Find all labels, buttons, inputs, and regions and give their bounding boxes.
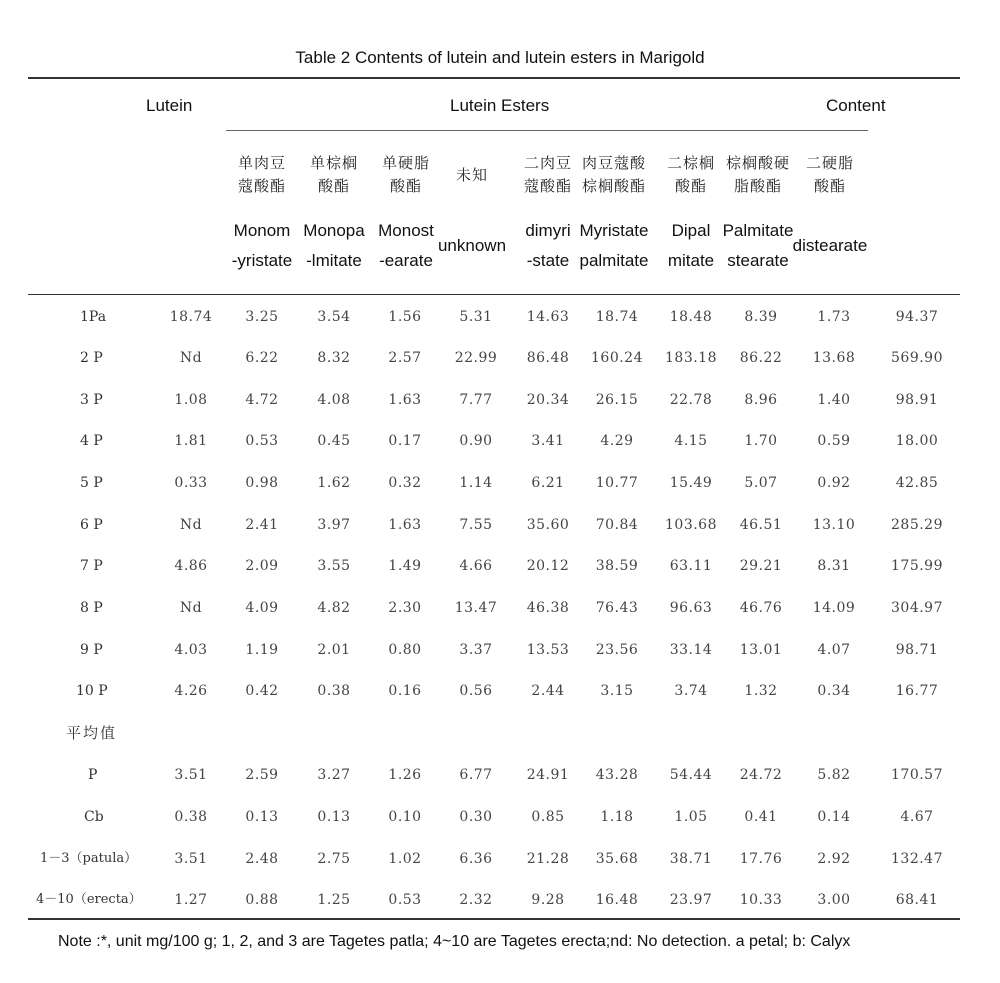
table-row bbox=[0, 511, 1000, 539]
col-header-en: distearate bbox=[792, 236, 868, 255]
group-header-content: Content bbox=[826, 96, 886, 115]
table-cell: 1.18 bbox=[600, 809, 634, 825]
table-cell: 103.68 bbox=[665, 517, 717, 533]
table-cell: 0.56 bbox=[459, 683, 493, 699]
header-rule bbox=[28, 294, 960, 295]
table-cell: 14.09 bbox=[812, 600, 856, 616]
table-cell: 2.92 bbox=[817, 851, 851, 867]
table-cell: 4.29 bbox=[600, 433, 634, 449]
table-cell: 3.51 bbox=[174, 851, 208, 867]
table-cell: 285.29 bbox=[891, 517, 943, 533]
table-cell: 1.27 bbox=[174, 892, 208, 908]
table-cell: 96.63 bbox=[669, 600, 713, 616]
row-label: 10 P bbox=[76, 683, 108, 699]
table-cell: 2.75 bbox=[317, 851, 351, 867]
table-cell: 35.68 bbox=[595, 851, 639, 867]
table-row bbox=[0, 636, 1000, 664]
table-cell: 0.41 bbox=[744, 809, 778, 825]
table-cell: 1.62 bbox=[317, 475, 351, 491]
table-cell: 0.38 bbox=[174, 809, 208, 825]
table-title: Table 2 Contents of lutein and lutein esters in Marigold bbox=[295, 48, 705, 67]
table-cell: 0.38 bbox=[317, 683, 351, 699]
table-cell: 98.91 bbox=[895, 392, 939, 408]
col-header-monomyristate bbox=[224, 152, 300, 276]
table-row bbox=[0, 427, 1000, 455]
table-cell: 94.37 bbox=[895, 309, 939, 325]
table-cell: 3.25 bbox=[245, 309, 279, 325]
table-cell: 18.00 bbox=[895, 433, 939, 449]
table-cell: 0.85 bbox=[531, 809, 565, 825]
table-cell: 6.36 bbox=[459, 851, 493, 867]
table-cell: 183.18 bbox=[665, 350, 717, 366]
table-cell: 1.49 bbox=[388, 558, 422, 574]
table-cell: 1.40 bbox=[817, 392, 851, 408]
col-header-cn: 二肉豆 蔻酸酯 bbox=[523, 154, 572, 195]
table-cell: 3.00 bbox=[817, 892, 851, 908]
table-cell: 68.41 bbox=[895, 892, 939, 908]
table-cell: 29.21 bbox=[739, 558, 783, 574]
table-cell: Nd bbox=[179, 350, 203, 366]
col-header-en: dimyri -state bbox=[525, 221, 571, 270]
table-row bbox=[0, 303, 1000, 331]
table-cell: 0.80 bbox=[388, 642, 422, 658]
table-cell: 1.05 bbox=[674, 809, 708, 825]
table-cell: 22.78 bbox=[669, 392, 713, 408]
table-cell: 3.37 bbox=[459, 642, 493, 658]
table-cell: 22.99 bbox=[454, 350, 498, 366]
table-row bbox=[0, 469, 1000, 497]
table-cell: 1.32 bbox=[744, 683, 778, 699]
group-header-lutein: Lutein bbox=[146, 96, 193, 115]
table-cell: 23.56 bbox=[595, 642, 639, 658]
table-row bbox=[0, 552, 1000, 580]
table-cell: 0.13 bbox=[317, 809, 351, 825]
row-label: 8 P bbox=[80, 600, 103, 616]
table-cell: 21.28 bbox=[526, 851, 570, 867]
col-header-myristate-palmitate bbox=[572, 152, 656, 276]
table-cell: 2.57 bbox=[388, 350, 422, 366]
col-header-cn: 二棕榈 酸酯 bbox=[666, 154, 715, 195]
table-cell: 3.51 bbox=[174, 767, 208, 783]
table-cell: 0.14 bbox=[817, 809, 851, 825]
table-cell: 38.71 bbox=[669, 851, 713, 867]
table-cell: 10.77 bbox=[595, 475, 639, 491]
table-cell: 0.10 bbox=[388, 809, 422, 825]
table-row bbox=[0, 594, 1000, 622]
table-cell: 46.38 bbox=[526, 600, 570, 616]
table-cell: 8.32 bbox=[317, 350, 351, 366]
col-header-distearate bbox=[787, 152, 873, 261]
col-header-cn: 单棕榈 酸酯 bbox=[309, 154, 358, 195]
table-cell: 4.03 bbox=[174, 642, 208, 658]
table-cell: 13.47 bbox=[454, 600, 498, 616]
table-cell: 3.97 bbox=[317, 517, 351, 533]
average-row bbox=[0, 845, 1000, 873]
table-cell: 6.77 bbox=[459, 767, 493, 783]
table-cell: 132.47 bbox=[891, 851, 943, 867]
table-cell: 3.41 bbox=[531, 433, 565, 449]
col-header-cn: 单硬脂 酸酯 bbox=[381, 154, 430, 195]
table-cell: 2.09 bbox=[245, 558, 279, 574]
table-cell: 13.10 bbox=[812, 517, 856, 533]
table-cell: 3.74 bbox=[674, 683, 708, 699]
table-cell: 20.34 bbox=[526, 392, 570, 408]
table-cell: 13.53 bbox=[526, 642, 570, 658]
row-label: 7 P bbox=[80, 558, 103, 574]
table-cell: 1.70 bbox=[744, 433, 778, 449]
table-cell: 4.07 bbox=[817, 642, 851, 658]
table-cell: 0.33 bbox=[174, 475, 208, 491]
table-cell: 38.59 bbox=[595, 558, 639, 574]
row-label: 6 P bbox=[80, 517, 103, 533]
table-cell: 63.11 bbox=[669, 558, 713, 574]
table-cell: Nd bbox=[179, 517, 203, 533]
table-cell: 304.97 bbox=[891, 600, 943, 616]
average-row bbox=[0, 803, 1000, 831]
table-cell: 8.39 bbox=[744, 309, 778, 325]
table-cell: 1.25 bbox=[317, 892, 351, 908]
row-label: P bbox=[88, 767, 98, 783]
table-cell: 76.43 bbox=[595, 600, 639, 616]
col-header-en: Monost -earate bbox=[378, 221, 434, 270]
table-cell: 4.15 bbox=[674, 433, 708, 449]
average-row bbox=[0, 761, 1000, 789]
row-label: Cb bbox=[84, 809, 104, 825]
table-note: Note :*, unit mg/100 g; 1, 2, and 3 are Tagetes patla; 4~10 are Tagetes erecta;nd: No detection. a petal; b: Calyx bbox=[58, 933, 851, 950]
col-header-cn: 棕榈酸硬 脂酸酯 bbox=[725, 154, 790, 195]
table-cell: 33.14 bbox=[669, 642, 713, 658]
table-cell: 5.31 bbox=[459, 309, 493, 325]
table-cell: 17.76 bbox=[739, 851, 783, 867]
table-cell: 0.34 bbox=[817, 683, 851, 699]
table-cell: 1.63 bbox=[388, 392, 422, 408]
table-cell: 70.84 bbox=[595, 517, 639, 533]
table-cell: 2.59 bbox=[245, 767, 279, 783]
table-cell: 1.73 bbox=[817, 309, 851, 325]
table-cell: 0.53 bbox=[388, 892, 422, 908]
bottom-rule bbox=[28, 918, 960, 920]
row-label: 4－10（erecta） bbox=[36, 892, 142, 907]
table-cell: 1.02 bbox=[388, 851, 422, 867]
table-cell: 8.31 bbox=[817, 558, 851, 574]
row-label: 1－3（patula） bbox=[40, 851, 138, 866]
table-cell: 0.32 bbox=[388, 475, 422, 491]
table-cell: 18.48 bbox=[669, 309, 713, 325]
average-row bbox=[0, 886, 1000, 914]
col-header-en: Myristate palmitate bbox=[579, 221, 649, 270]
col-header-en: unknown bbox=[437, 236, 507, 255]
table-cell: 24.72 bbox=[739, 767, 783, 783]
table-cell: 0.42 bbox=[245, 683, 279, 699]
table-cell: 2.01 bbox=[317, 642, 351, 658]
table-cell: 0.90 bbox=[459, 433, 493, 449]
table-row bbox=[0, 386, 1000, 414]
table-cell: 13.68 bbox=[812, 350, 856, 366]
col-header-en: Dipal mitate bbox=[667, 221, 715, 270]
table-cell: 0.16 bbox=[388, 683, 422, 699]
table-cell: 9.28 bbox=[531, 892, 565, 908]
table-cell: 4.82 bbox=[317, 600, 351, 616]
col-header-cn: 未知 bbox=[455, 166, 488, 184]
table-cell: 46.76 bbox=[739, 600, 783, 616]
row-label: 3 P bbox=[80, 392, 103, 408]
group-underline bbox=[226, 130, 868, 131]
table-cell: 0.53 bbox=[245, 433, 279, 449]
table-cell: 0.59 bbox=[817, 433, 851, 449]
row-label: 5 P bbox=[80, 475, 103, 491]
table-cell: 7.55 bbox=[459, 517, 493, 533]
table-cell: 86.22 bbox=[739, 350, 783, 366]
table-cell: 14.63 bbox=[526, 309, 570, 325]
table-cell: 1.26 bbox=[388, 767, 422, 783]
col-header-cn: 单肉豆 蔻酸酯 bbox=[237, 154, 286, 195]
table-cell: 0.13 bbox=[245, 809, 279, 825]
table-cell: 6.21 bbox=[531, 475, 565, 491]
table-cell: 4.08 bbox=[317, 392, 351, 408]
group-header-lutein-esters: Lutein Esters bbox=[450, 96, 550, 115]
col-header-en: Monopa -lmitate bbox=[303, 221, 365, 270]
table-cell: 0.30 bbox=[459, 809, 493, 825]
table-cell: 0.92 bbox=[817, 475, 851, 491]
col-header-cn: 二硬脂 酸酯 bbox=[805, 154, 854, 195]
table-cell: 1.56 bbox=[388, 309, 422, 325]
table-cell: 1.81 bbox=[174, 433, 208, 449]
table-cell: 3.15 bbox=[600, 683, 634, 699]
table-cell: 54.44 bbox=[669, 767, 713, 783]
table-cell: 20.12 bbox=[526, 558, 570, 574]
table-cell: 175.99 bbox=[891, 558, 943, 574]
table-cell: 4.26 bbox=[174, 683, 208, 699]
table-cell: 16.48 bbox=[595, 892, 639, 908]
table-cell: 43.28 bbox=[595, 767, 639, 783]
table-cell: 23.97 bbox=[669, 892, 713, 908]
table-cell: 18.74 bbox=[169, 309, 213, 325]
table-cell: 2.41 bbox=[245, 517, 279, 533]
table-cell: 4.67 bbox=[900, 809, 934, 825]
table-cell: 98.71 bbox=[895, 642, 939, 658]
table-cell: 35.60 bbox=[526, 517, 570, 533]
table-cell: 86.48 bbox=[526, 350, 570, 366]
average-label: 平均值 bbox=[66, 724, 118, 742]
table-cell: 0.98 bbox=[245, 475, 279, 491]
table-cell: 5.82 bbox=[817, 767, 851, 783]
table-row bbox=[0, 677, 1000, 705]
table-cell: 170.57 bbox=[891, 767, 943, 783]
table-cell: 2.44 bbox=[531, 683, 565, 699]
table-cell: 160.24 bbox=[591, 350, 643, 366]
table-cell: 5.07 bbox=[744, 475, 778, 491]
row-label: 1Pa bbox=[80, 309, 107, 325]
table-cell: 15.49 bbox=[669, 475, 713, 491]
table-cell: 1.19 bbox=[245, 642, 279, 658]
table-cell: 2.32 bbox=[459, 892, 493, 908]
table-cell: 4.86 bbox=[174, 558, 208, 574]
table-cell: 6.22 bbox=[245, 350, 279, 366]
col-header-unknown bbox=[429, 152, 515, 261]
col-header-en: Palmitate stearate bbox=[722, 221, 794, 270]
table-cell: 13.01 bbox=[739, 642, 783, 658]
row-label: 9 P bbox=[80, 642, 103, 658]
table-cell: 3.27 bbox=[317, 767, 351, 783]
table-row bbox=[0, 344, 1000, 372]
table-cell: 0.17 bbox=[388, 433, 422, 449]
table-cell: 26.15 bbox=[595, 392, 639, 408]
table-cell: 42.85 bbox=[895, 475, 939, 491]
table-cell: 2.48 bbox=[245, 851, 279, 867]
top-rule bbox=[28, 77, 960, 79]
table-cell: 569.90 bbox=[891, 350, 943, 366]
table-cell: 46.51 bbox=[739, 517, 783, 533]
table-cell: 1.63 bbox=[388, 517, 422, 533]
col-header-en: Monom -yristate bbox=[231, 221, 293, 270]
table-cell: 24.91 bbox=[526, 767, 570, 783]
table-cell: 1.14 bbox=[459, 475, 493, 491]
table-cell: 3.55 bbox=[317, 558, 351, 574]
table-cell: 4.09 bbox=[245, 600, 279, 616]
table-cell: 2.30 bbox=[388, 600, 422, 616]
row-label: 2 P bbox=[80, 350, 103, 366]
table-cell: 18.74 bbox=[595, 309, 639, 325]
table-cell: 0.45 bbox=[317, 433, 351, 449]
table-cell: 3.54 bbox=[317, 309, 351, 325]
table-cell: 7.77 bbox=[459, 392, 493, 408]
row-label: 4 P bbox=[80, 433, 103, 449]
table-cell: 1.08 bbox=[174, 392, 208, 408]
table-cell: Nd bbox=[179, 600, 203, 616]
table-cell: 16.77 bbox=[895, 683, 939, 699]
table-cell: 4.72 bbox=[245, 392, 279, 408]
table-cell: 8.96 bbox=[744, 392, 778, 408]
col-header-cn: 肉豆蔻酸 棕榈酸酯 bbox=[581, 154, 646, 195]
col-header-monopalmitate bbox=[296, 152, 372, 276]
table-cell: 0.88 bbox=[245, 892, 279, 908]
table-cell: 4.66 bbox=[459, 558, 493, 574]
table-cell: 10.33 bbox=[739, 892, 783, 908]
